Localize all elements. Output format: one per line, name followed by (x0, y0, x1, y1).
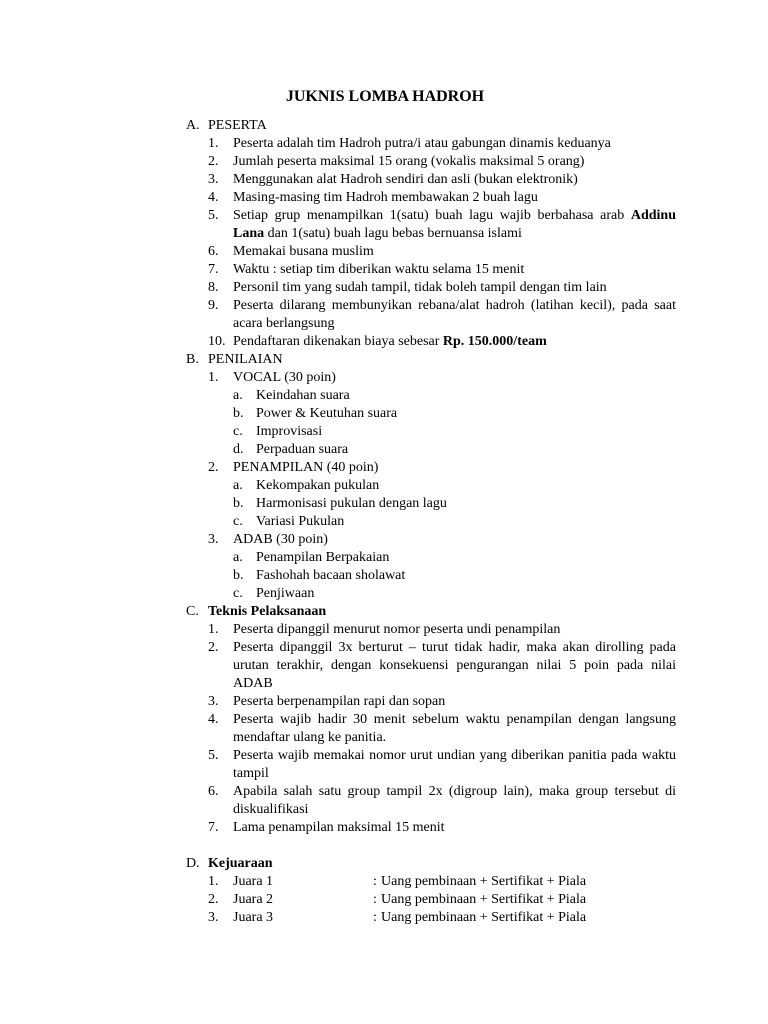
sub-item: a. Penampilan Berpakaian (233, 550, 390, 565)
section-title: PENILAIAN (208, 352, 283, 367)
list-item: 5. Peserta wajib memakai nomor urut undian yang diberikan panitia pada waktu tampil (208, 748, 676, 781)
prize-row: 2. Juara 2 : Uang pembinaan + Sertifikat + Piala (208, 892, 587, 907)
list-item: 6. Memakai busana muslim (208, 244, 374, 259)
bold-song-title: Addinu Lana (233, 208, 676, 241)
sub-item: b. Harmonisasi pukulan dengan lagu (233, 496, 447, 511)
list-item: 10. Pendaftaran dikenakan biaya sebesar Rp. 150.000/team (208, 334, 547, 349)
sub-item: a. Keindahan suara (233, 388, 350, 403)
list-item: 1. Peserta adalah tim Hadroh putra/i atau gabungan dinamis keduanya (208, 136, 611, 151)
registration-fee: Rp. 150.000/team (442, 334, 547, 349)
list-item: 4. Peserta wajib hadir 30 menit sebelum waktu penampilan dengan langsung mendaftar ulang ke panitia. (208, 712, 676, 745)
list-item: 1. Peserta dipanggil menurut nomor peserta undi penampilan (208, 622, 561, 637)
spacer (186, 837, 676, 855)
prize-row: 3. Juara 3 : Uang pembinaan + Sertifikat + Piala (208, 910, 587, 925)
section-letter: C. (186, 604, 199, 619)
list-item: 8. Personil tim yang sudah tampil, tidak boleh tampil dengan tim lain (208, 280, 607, 295)
list-item: 7. Lama penampilan maksimal 15 menit (208, 820, 445, 835)
document-title: JUKNIS LOMBA HADROH (285, 88, 485, 105)
sub-item: c. Variasi Pukulan (233, 514, 345, 529)
section-title: Kejuaraan (208, 856, 273, 871)
sub-item: b. Power & Keutuhan suara (233, 406, 398, 421)
prize-row: 1. Juara 1 : Uang pembinaan + Sertifikat + Piala (208, 874, 587, 889)
section-d-heading (186, 855, 676, 873)
sub-item: c. Improvisasi (233, 424, 323, 439)
list-item: 4. Masing-masing tim Hadroh membawakan 2 buah lagu (208, 190, 538, 205)
section-b-heading (186, 351, 676, 369)
list-item: 5. Setiap grup menampilkan 1(satu) buah lagu wajib berbahasa arab Addinu Lana dan 1(satu) buah lagu bebas bernuansa islami (208, 208, 676, 241)
list-item: 7. Waktu : setiap tim diberikan waktu selama 15 menit (208, 262, 525, 277)
sub-item: b. Fashohah bacaan sholawat (233, 568, 406, 583)
document-body (186, 117, 676, 927)
sub-item: d. Perpaduan suara (233, 442, 349, 457)
list-item: 9. Peserta dilarang membunyikan rebana/alat hadroh (latihan kecil), pada saat acara berlangsung (208, 298, 676, 331)
sub-item: c. Penjiwaan (233, 586, 315, 601)
section-letter: B. (186, 352, 199, 367)
section-title: PESERTA (208, 118, 267, 133)
section-letter: A. (186, 118, 200, 133)
section-a-heading (186, 117, 676, 135)
list-item: 6. Apabila salah satu group tampil 2x (digroup lain), maka group tersebut di diskualifikasi (208, 784, 676, 817)
list-item: 2. Jumlah peserta maksimal 15 orang (vokalis maksimal 5 orang) (208, 154, 585, 169)
criteria-item: 2. PENAMPILAN (40 poin) (208, 460, 379, 475)
section-letter: D. (186, 856, 200, 871)
section-title: Teknis Pelaksanaan (208, 604, 327, 619)
list-item: 2. Peserta dipanggil 3x berturut – turut tidak hadir, maka akan dirolling pada urutan terakhir, dengan konsekuensi pengurangan nilai 5 poin pada nilai ADAB (208, 640, 676, 691)
list-item: 3. Menggunakan alat Hadroh sendiri dan asli (bukan elektronik) (208, 172, 578, 187)
sub-item: a. Kekompakan pukulan (233, 478, 380, 493)
section-c-heading (186, 603, 676, 621)
criteria-item: 1. VOCAL (30 poin) (208, 370, 336, 385)
list-item: 3. Peserta berpenampilan rapi dan sopan (208, 694, 446, 709)
criteria-item: 3. ADAB (30 poin) (208, 532, 328, 547)
